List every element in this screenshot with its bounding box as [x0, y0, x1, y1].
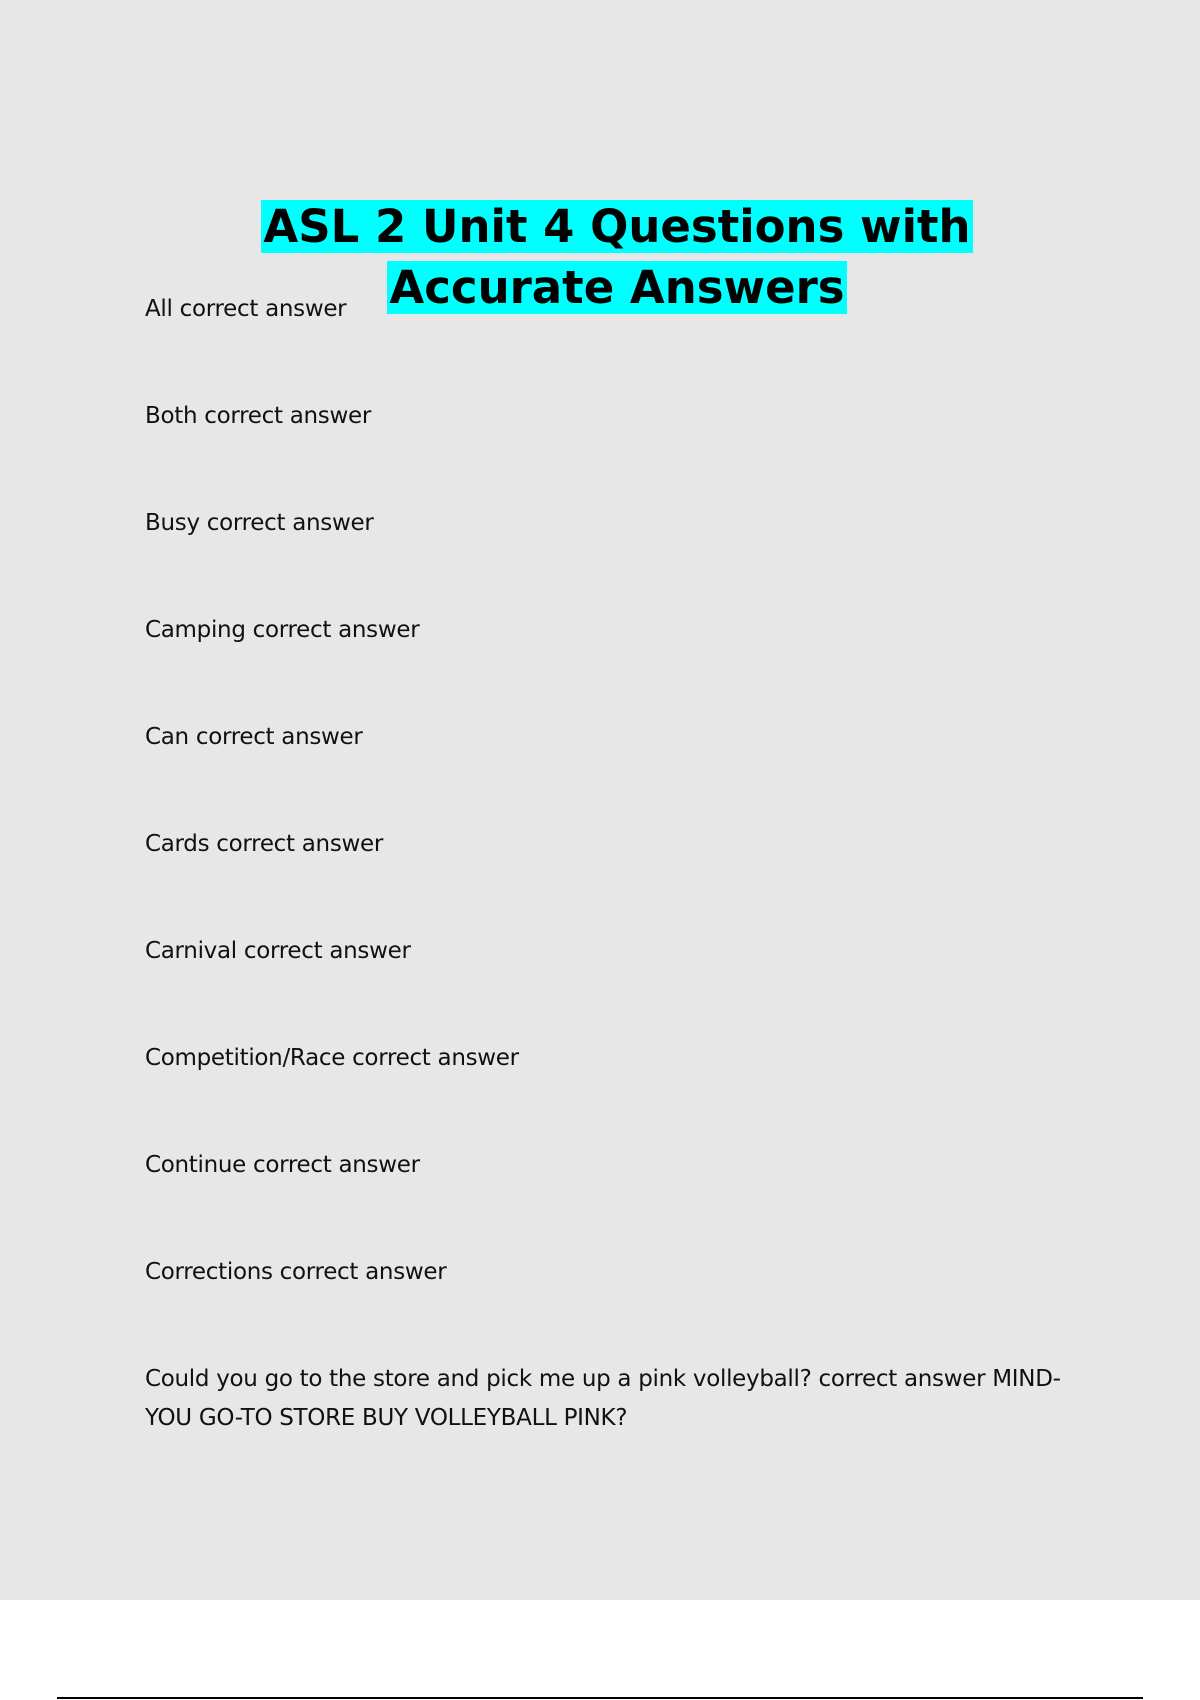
qa-item: Busy correct answer — [145, 510, 374, 536]
qa-item: Corrections correct answer — [145, 1259, 447, 1285]
qa-list — [145, 290, 1085, 1506]
qa-item: Cards correct answer — [145, 831, 384, 857]
qa-item: Continue correct answer — [145, 1152, 420, 1178]
qa-item: All correct answer — [145, 296, 347, 322]
qa-item: Both correct answer — [145, 403, 371, 429]
qa-item: Camping correct answer — [145, 617, 420, 643]
title-line-1: ASL 2 Unit 4 Questions with — [263, 200, 971, 254]
footer-divider — [57, 1697, 1143, 1699]
qa-item: Carnival correct answer — [145, 938, 411, 964]
qa-item: Competition/Race correct answer — [145, 1045, 519, 1071]
title-line-2: Accurate Answers — [389, 261, 845, 315]
qa-item: Can correct answer — [145, 724, 363, 750]
qa-item: Could you go to the store and pick me up a pink volleyball? correct answer MIND-YOU GO-TO STORE BUY VOLLEYBALL PINK? — [145, 1366, 1061, 1431]
